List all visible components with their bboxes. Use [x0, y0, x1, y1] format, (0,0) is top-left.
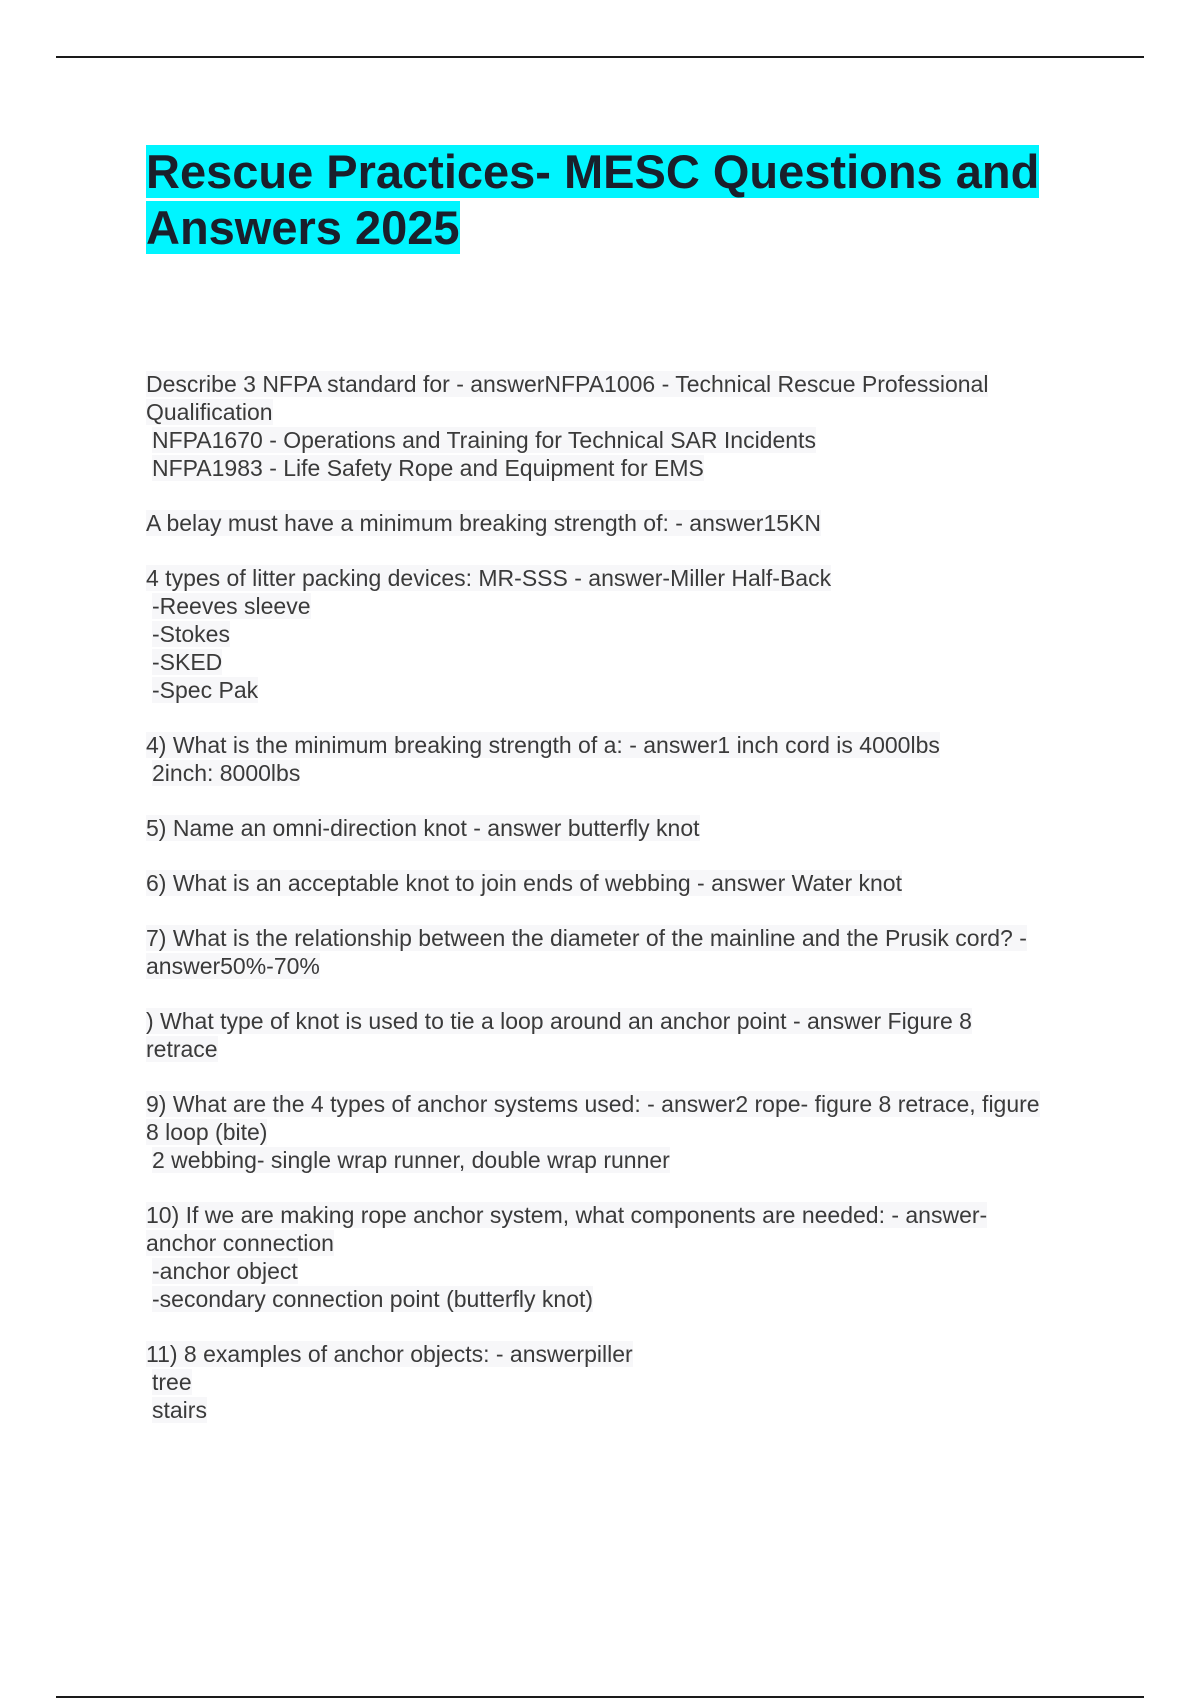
qa-text: Describe 3 NFPA standard for - answerNFPA1006 - Technical Rescue Professional [146, 371, 989, 397]
answer-line [146, 1257, 1092, 1285]
question-line [146, 370, 1092, 398]
question-line [146, 509, 1092, 537]
qa-item [146, 1007, 1092, 1063]
qa-text: -secondary connection point (butterfly knot) [152, 1286, 594, 1312]
qa-text: -SKED [152, 649, 223, 675]
qa-item [146, 924, 1092, 980]
qa-text: NFPA1670 - Operations and Training for Technical SAR Incidents [152, 427, 816, 453]
question-line [146, 1090, 1092, 1118]
qa-text: 10) If we are making rope anchor system, what components are needed: - answer- [146, 1202, 988, 1228]
qa-item [146, 370, 1092, 482]
qa-text: tree [152, 1369, 192, 1395]
answer-line [146, 648, 1092, 676]
qa-item [146, 1201, 1092, 1313]
qa-list [146, 370, 1092, 1424]
answer-line [146, 1285, 1092, 1313]
answer-line [146, 426, 1092, 454]
answer-line [146, 1118, 1092, 1146]
question-line [146, 814, 1092, 842]
qa-text: Qualification [146, 399, 273, 425]
qa-text: 2inch: 8000lbs [152, 760, 301, 786]
answer-line [146, 454, 1092, 482]
qa-text: -Stokes [152, 621, 230, 647]
question-line [146, 731, 1092, 759]
qa-text: 2 webbing- single wrap runner, double wrap runner [152, 1147, 670, 1173]
qa-item [146, 869, 1092, 897]
question-line [146, 1007, 1092, 1035]
qa-text: ) What type of knot is used to tie a loop around an anchor point - answer Figure 8 [146, 1008, 972, 1034]
question-line [146, 1201, 1092, 1229]
answer-line [146, 676, 1092, 704]
document-body [146, 144, 1092, 1451]
qa-text: -Spec Pak [152, 677, 259, 703]
question-line [146, 1340, 1092, 1368]
answer-line [146, 1368, 1092, 1396]
question-line [146, 924, 1092, 952]
qa-item [146, 731, 1092, 787]
answer-line [146, 592, 1092, 620]
answer-line [146, 620, 1092, 648]
title-text: Rescue Practices- MESC Questions and Answers 2025 [146, 145, 1040, 254]
qa-text: NFPA1983 - Life Safety Rope and Equipment for EMS [152, 455, 704, 481]
qa-text: answer50%-70% [146, 953, 320, 979]
qa-text: stairs [152, 1397, 207, 1423]
question-line [146, 564, 1092, 592]
answer-line [146, 1229, 1092, 1257]
qa-text: 6) What is an acceptable knot to join ends of webbing - answer Water knot [146, 870, 902, 896]
qa-item [146, 1090, 1092, 1174]
answer-line [146, 1035, 1092, 1063]
qa-item [146, 564, 1092, 704]
qa-text: 5) Name an omni-direction knot - answer butterfly knot [146, 815, 700, 841]
qa-item [146, 509, 1092, 537]
qa-text: anchor connection [146, 1230, 334, 1256]
qa-text: 4) What is the minimum breaking strength of a: - answer1 inch cord is 4000lbs [146, 732, 940, 758]
answer-line [146, 398, 1092, 426]
top-divider [56, 56, 1144, 58]
qa-text: retrace [146, 1036, 218, 1062]
qa-item [146, 814, 1092, 842]
qa-text: -anchor object [152, 1258, 298, 1284]
qa-text: A belay must have a minimum breaking strength of: - answer15KN [146, 510, 821, 536]
qa-text: 8 loop (bite) [146, 1119, 268, 1145]
answer-line [146, 1396, 1092, 1424]
answer-line [146, 759, 1092, 787]
qa-text: -Reeves sleeve [152, 593, 311, 619]
document-title [146, 144, 1092, 256]
qa-text: 9) What are the 4 types of anchor systems used: - answer2 rope- figure 8 retrace, figure [146, 1091, 1040, 1117]
answer-line [146, 1146, 1092, 1174]
question-line [146, 869, 1092, 897]
bottom-divider [56, 1696, 1144, 1698]
qa-text: 4 types of litter packing devices: MR-SSS - answer-Miller Half-Back [146, 565, 832, 591]
qa-item [146, 1340, 1092, 1424]
qa-text: 7) What is the relationship between the diameter of the mainline and the Prusik cord? - [146, 925, 1027, 951]
answer-line [146, 952, 1092, 980]
qa-text: 11) 8 examples of anchor objects: - answerpiller [146, 1341, 633, 1367]
